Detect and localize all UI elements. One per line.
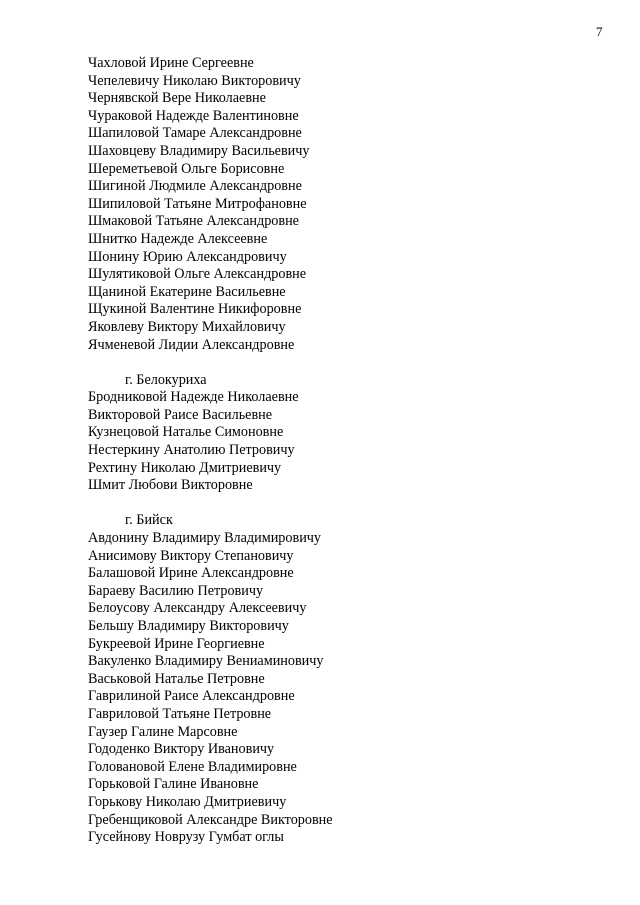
list-item: Рехтину Николаю Дмитриевичу	[88, 459, 282, 476]
list-item: Шапиловой Тамаре Александровне	[88, 125, 302, 142]
list-item: Горьковой Галине Ивановне	[88, 776, 259, 793]
section-biysk	[88, 512, 608, 846]
list-item: Чураковой Надежде Валентиновне	[88, 107, 299, 124]
list-item: Шереметьевой Ольге Борисовне	[88, 160, 285, 177]
section-spacer	[88, 354, 608, 372]
list-item: Бараеву Василию Петровичу	[88, 582, 264, 599]
document-body	[88, 55, 608, 847]
list-item: Щаниной Екатерине Васильевне	[88, 283, 286, 300]
list-item: Вакуленко Владимиру Вениаминовичу	[88, 653, 324, 670]
name-list-continued	[88, 55, 608, 354]
section-belokurikha	[88, 372, 608, 495]
list-item: Яковлеву Виктору Михайловичу	[88, 318, 286, 335]
list-item: Шигиной Людмиле Александровне	[88, 178, 302, 195]
list-item: Викторовой Раисе Васильевне	[88, 406, 273, 423]
list-item: Чернявской Вере Николаевне	[88, 90, 266, 107]
city-heading: г. Бийск	[125, 512, 173, 529]
list-item: Головановой Елене Владимировне	[88, 758, 297, 775]
city-heading: г. Белокуриха	[125, 371, 207, 388]
list-item: Гаврилиной Раисе Александровне	[88, 688, 295, 705]
list-item: Шмит Любови Викторовне	[88, 477, 253, 494]
page-number: 7	[596, 24, 603, 39]
list-item: Горькову Николаю Дмитриевичу	[88, 793, 287, 810]
list-item: Кузнецовой Наталье Симоновне	[88, 424, 284, 441]
list-item: Букреевой Ирине Георгиевне	[88, 635, 265, 652]
list-item: Шаховцеву Владимиру Васильевичу	[88, 142, 310, 159]
list-item: Шонину Юрию Александровичу	[88, 248, 287, 265]
list-item: Авдонину Владимиру Владимировичу	[88, 530, 322, 547]
list-item: Чепелевичу Николаю Викторовичу	[88, 72, 301, 89]
list-item: Шмаковой Татьяне Александровне	[88, 213, 299, 230]
list-item: Бродниковой Надежде Николаевне	[88, 389, 299, 406]
list-item: Бельшу Владимиру Викторовичу	[88, 618, 289, 634]
list-item: Шулятиковой Ольге Александровне	[88, 266, 307, 283]
list-item: Ячменевой Лидии Александровне	[88, 336, 295, 353]
list-item: Белоусову Александру Алексеевичу	[88, 600, 307, 617]
section-spacer	[88, 495, 608, 513]
list-item: Гаузер Галине Марсовне	[88, 723, 238, 740]
list-item: Васьковой Наталье Петровне	[88, 670, 265, 687]
list-item: Чахловой Ирине Сергеевне	[88, 55, 254, 71]
list-item: Гавриловой Татьяне Петровне	[88, 705, 272, 722]
list-item: Балашовой Ирине Александровне	[88, 565, 294, 582]
list-item: Щукиной Валентине Никифоровне	[88, 301, 302, 318]
list-item: Гододенко Виктору Ивановичу	[88, 741, 275, 758]
list-item: Нестеркину Анатолию Петровичу	[88, 442, 295, 459]
list-item: Анисимову Виктору Степановичу	[88, 547, 294, 564]
list-item: Шнитко Надежде Алексеевне	[88, 230, 268, 247]
list-item: Гусейнову Новрузу Гумбат оглы	[88, 829, 284, 846]
list-item: Шипиловой Татьяне Митрофановне	[88, 195, 307, 212]
list-item: Гребенщиковой Александре Викторовне	[88, 811, 333, 828]
